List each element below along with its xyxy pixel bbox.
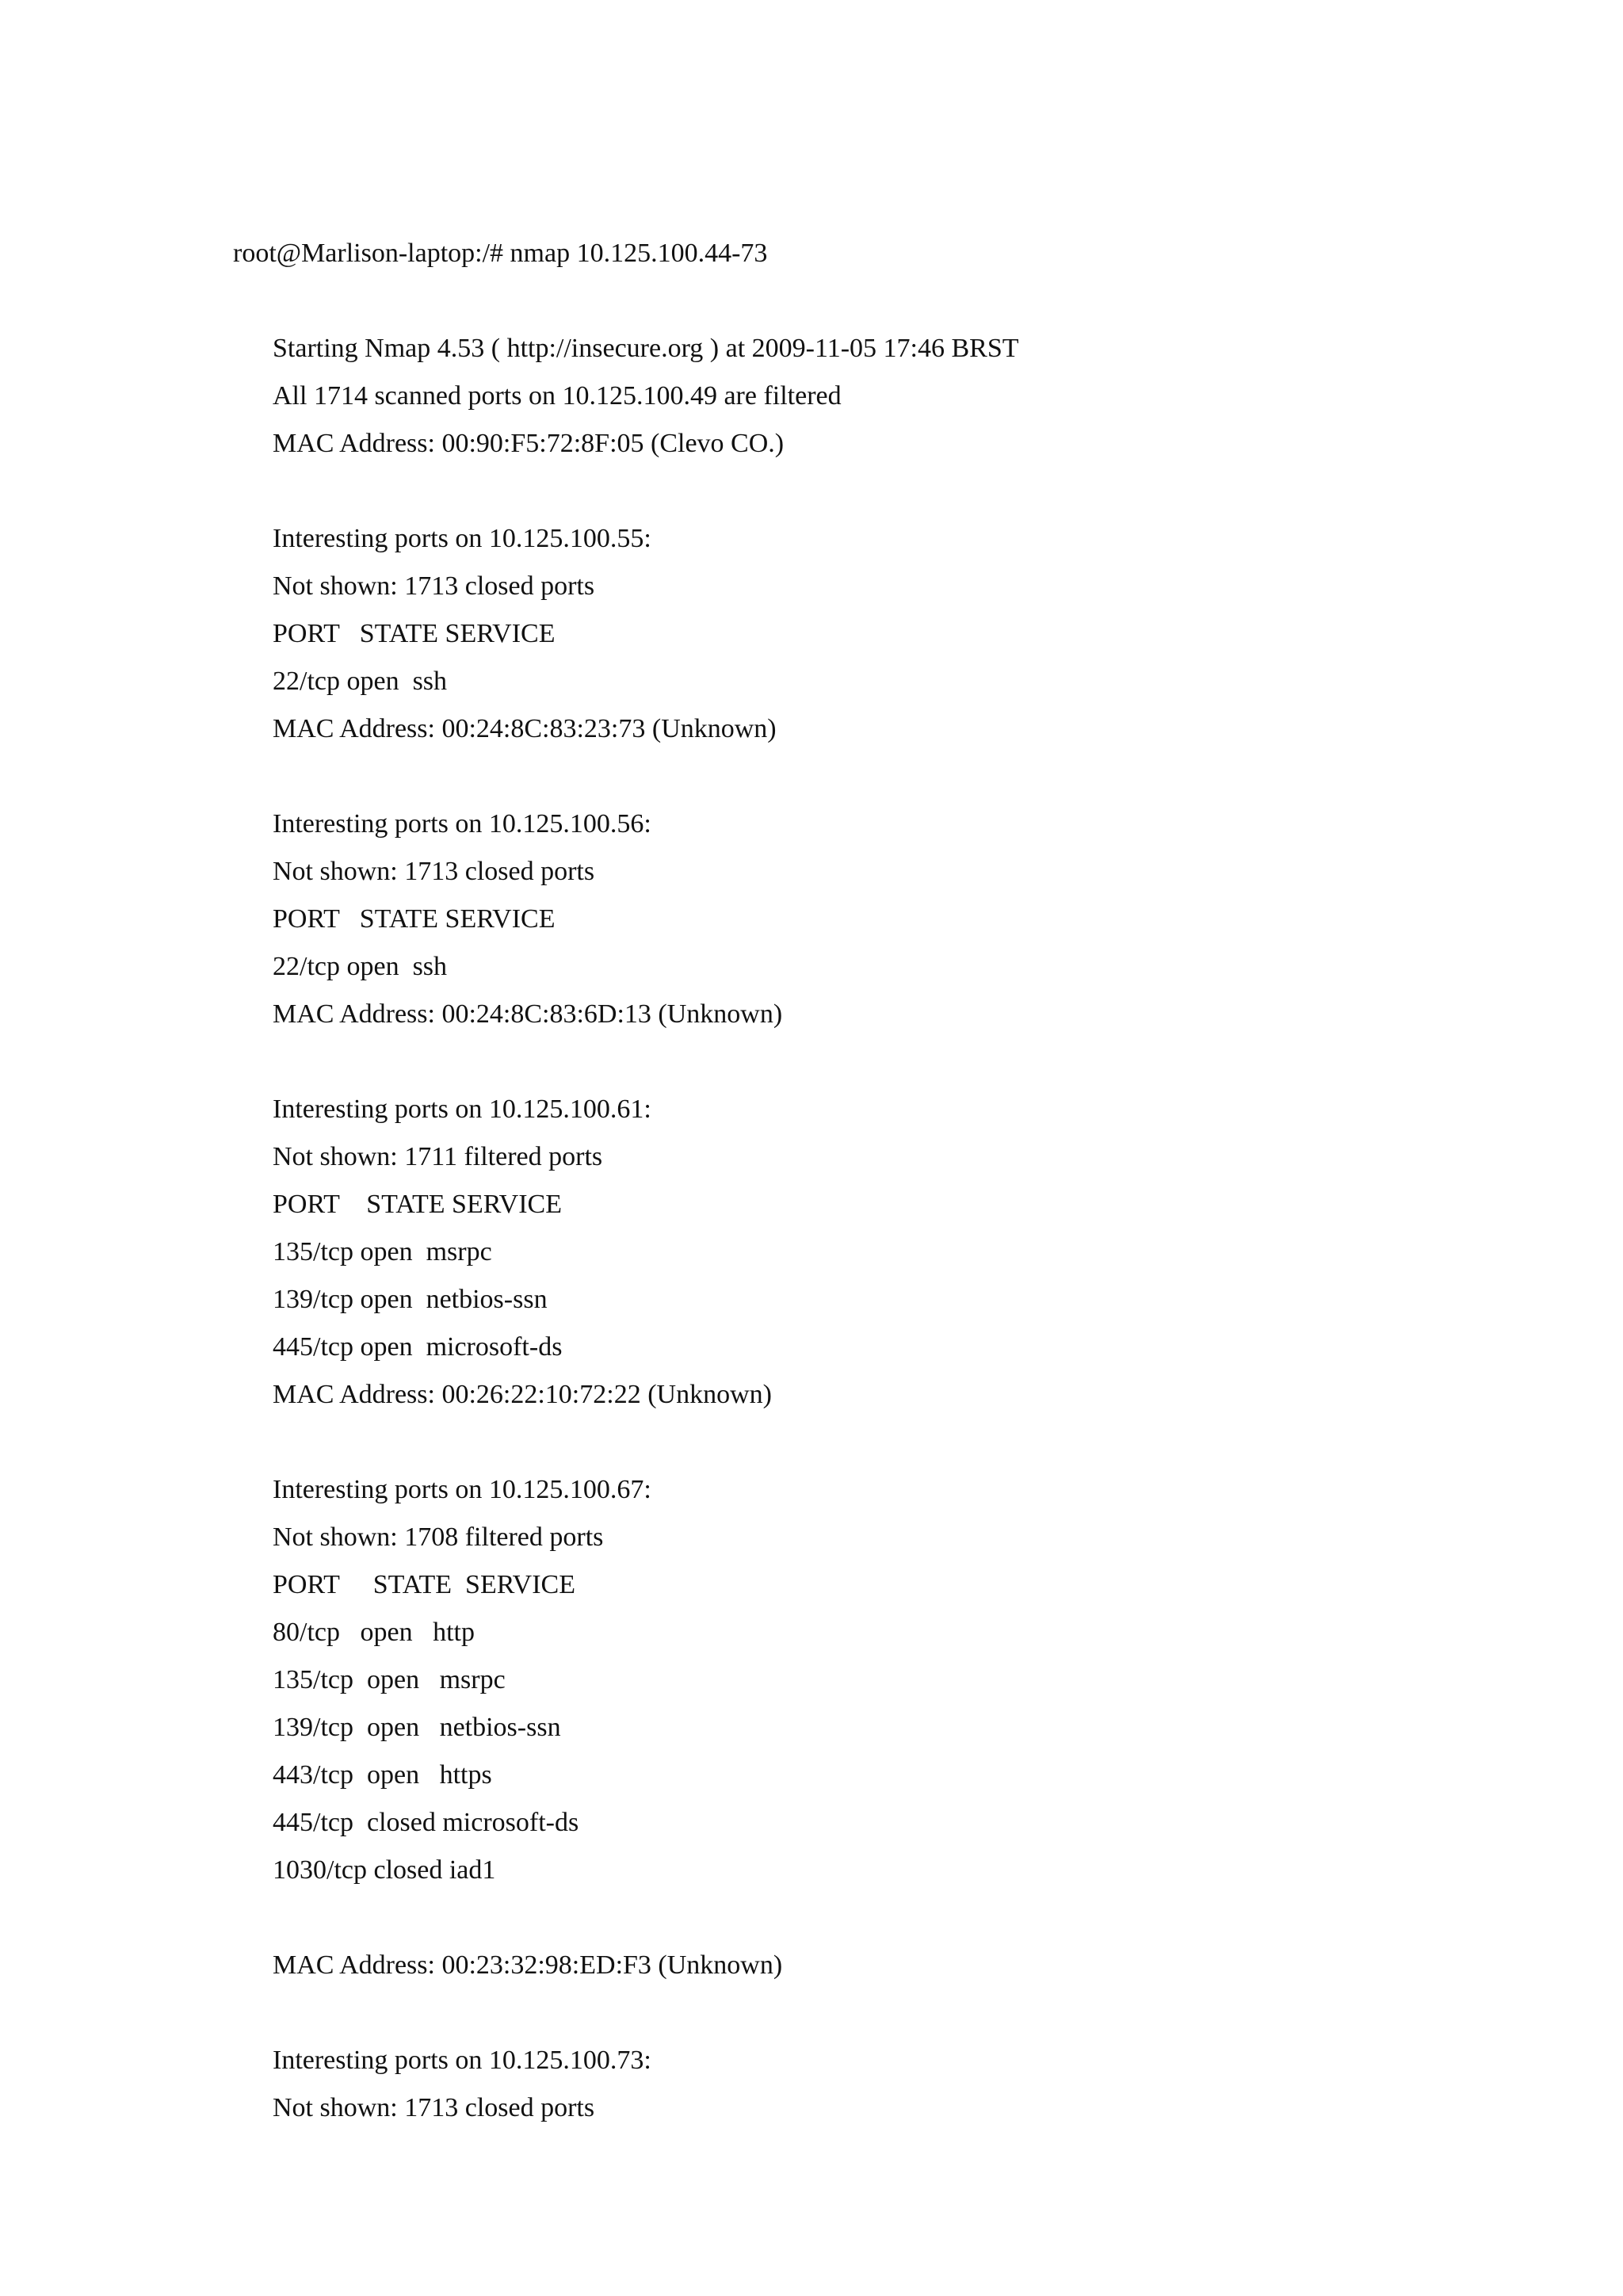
output-line: 443/tcp open https: [273, 1760, 492, 1790]
output-line: PORT STATE SERVICE: [273, 1190, 562, 1219]
output-line: 135/tcp open msrpc: [273, 1665, 506, 1694]
output-line: MAC Address: 00:23:32:98:ED:F3 (Unknown): [273, 1950, 783, 1980]
blank-line: [273, 753, 1019, 800]
output-line: MAC Address: 00:24:8C:83:23:73 (Unknown): [273, 714, 777, 743]
output-line: All 1714 scanned ports on 10.125.100.49 are filtered: [273, 381, 842, 411]
output-line: PORT STATE SERVICE: [273, 904, 556, 934]
output-line: 22/tcp open ssh: [273, 667, 448, 696]
output-line: PORT STATE SERVICE: [273, 619, 556, 648]
output-line: MAC Address: 00:26:22:10:72:22 (Unknown): [273, 1380, 772, 1409]
nmap-output: [273, 325, 1019, 2132]
output-line: MAC Address: 00:90:F5:72:8F:05 (Clevo CO.): [273, 429, 785, 458]
output-line: 22/tcp open ssh: [273, 952, 448, 981]
blank-line: [273, 1038, 1019, 1086]
output-line: Not shown: 1708 filtered ports: [273, 1522, 604, 1552]
output-line: 135/tcp open msrpc: [273, 1237, 492, 1266]
blank-line: [273, 1419, 1019, 1466]
output-line: Not shown: 1711 filtered ports: [273, 1142, 603, 1171]
output-line: Interesting ports on 10.125.100.67:: [273, 1475, 651, 1504]
output-line: 1030/tcp closed iad1: [273, 1855, 496, 1885]
blank-line: [273, 468, 1019, 515]
output-line: 139/tcp open netbios-ssn: [273, 1285, 548, 1314]
nmap-command-line: root@Marlison-laptop:/# nmap 10.125.100.44-73: [233, 239, 768, 268]
output-line: MAC Address: 00:24:8C:83:6D:13 (Unknown): [273, 999, 783, 1029]
output-line: 445/tcp open microsoft-ds: [273, 1332, 563, 1362]
output-line: 139/tcp open netbios-ssn: [273, 1713, 561, 1742]
output-line: Not shown: 1713 closed ports: [273, 2093, 595, 2122]
blank-line: [273, 1894, 1019, 1942]
output-line: Interesting ports on 10.125.100.56:: [273, 809, 651, 839]
output-line: Interesting ports on 10.125.100.55:: [273, 524, 651, 553]
blank-line: [273, 1989, 1019, 2037]
output-line: Interesting ports on 10.125.100.73:: [273, 2046, 651, 2075]
output-line: 445/tcp closed microsoft-ds: [273, 1808, 579, 1837]
output-line: Not shown: 1713 closed ports: [273, 857, 595, 886]
output-line: Starting Nmap 4.53 ( http://insecure.org ) at 2009-11-05 17:46 BRST: [273, 334, 1019, 363]
output-line: Not shown: 1713 closed ports: [273, 571, 595, 601]
output-line: 80/tcp open http: [273, 1618, 475, 1647]
output-line: PORT STATE SERVICE: [273, 1570, 575, 1599]
output-line: Interesting ports on 10.125.100.61:: [273, 1095, 651, 1124]
